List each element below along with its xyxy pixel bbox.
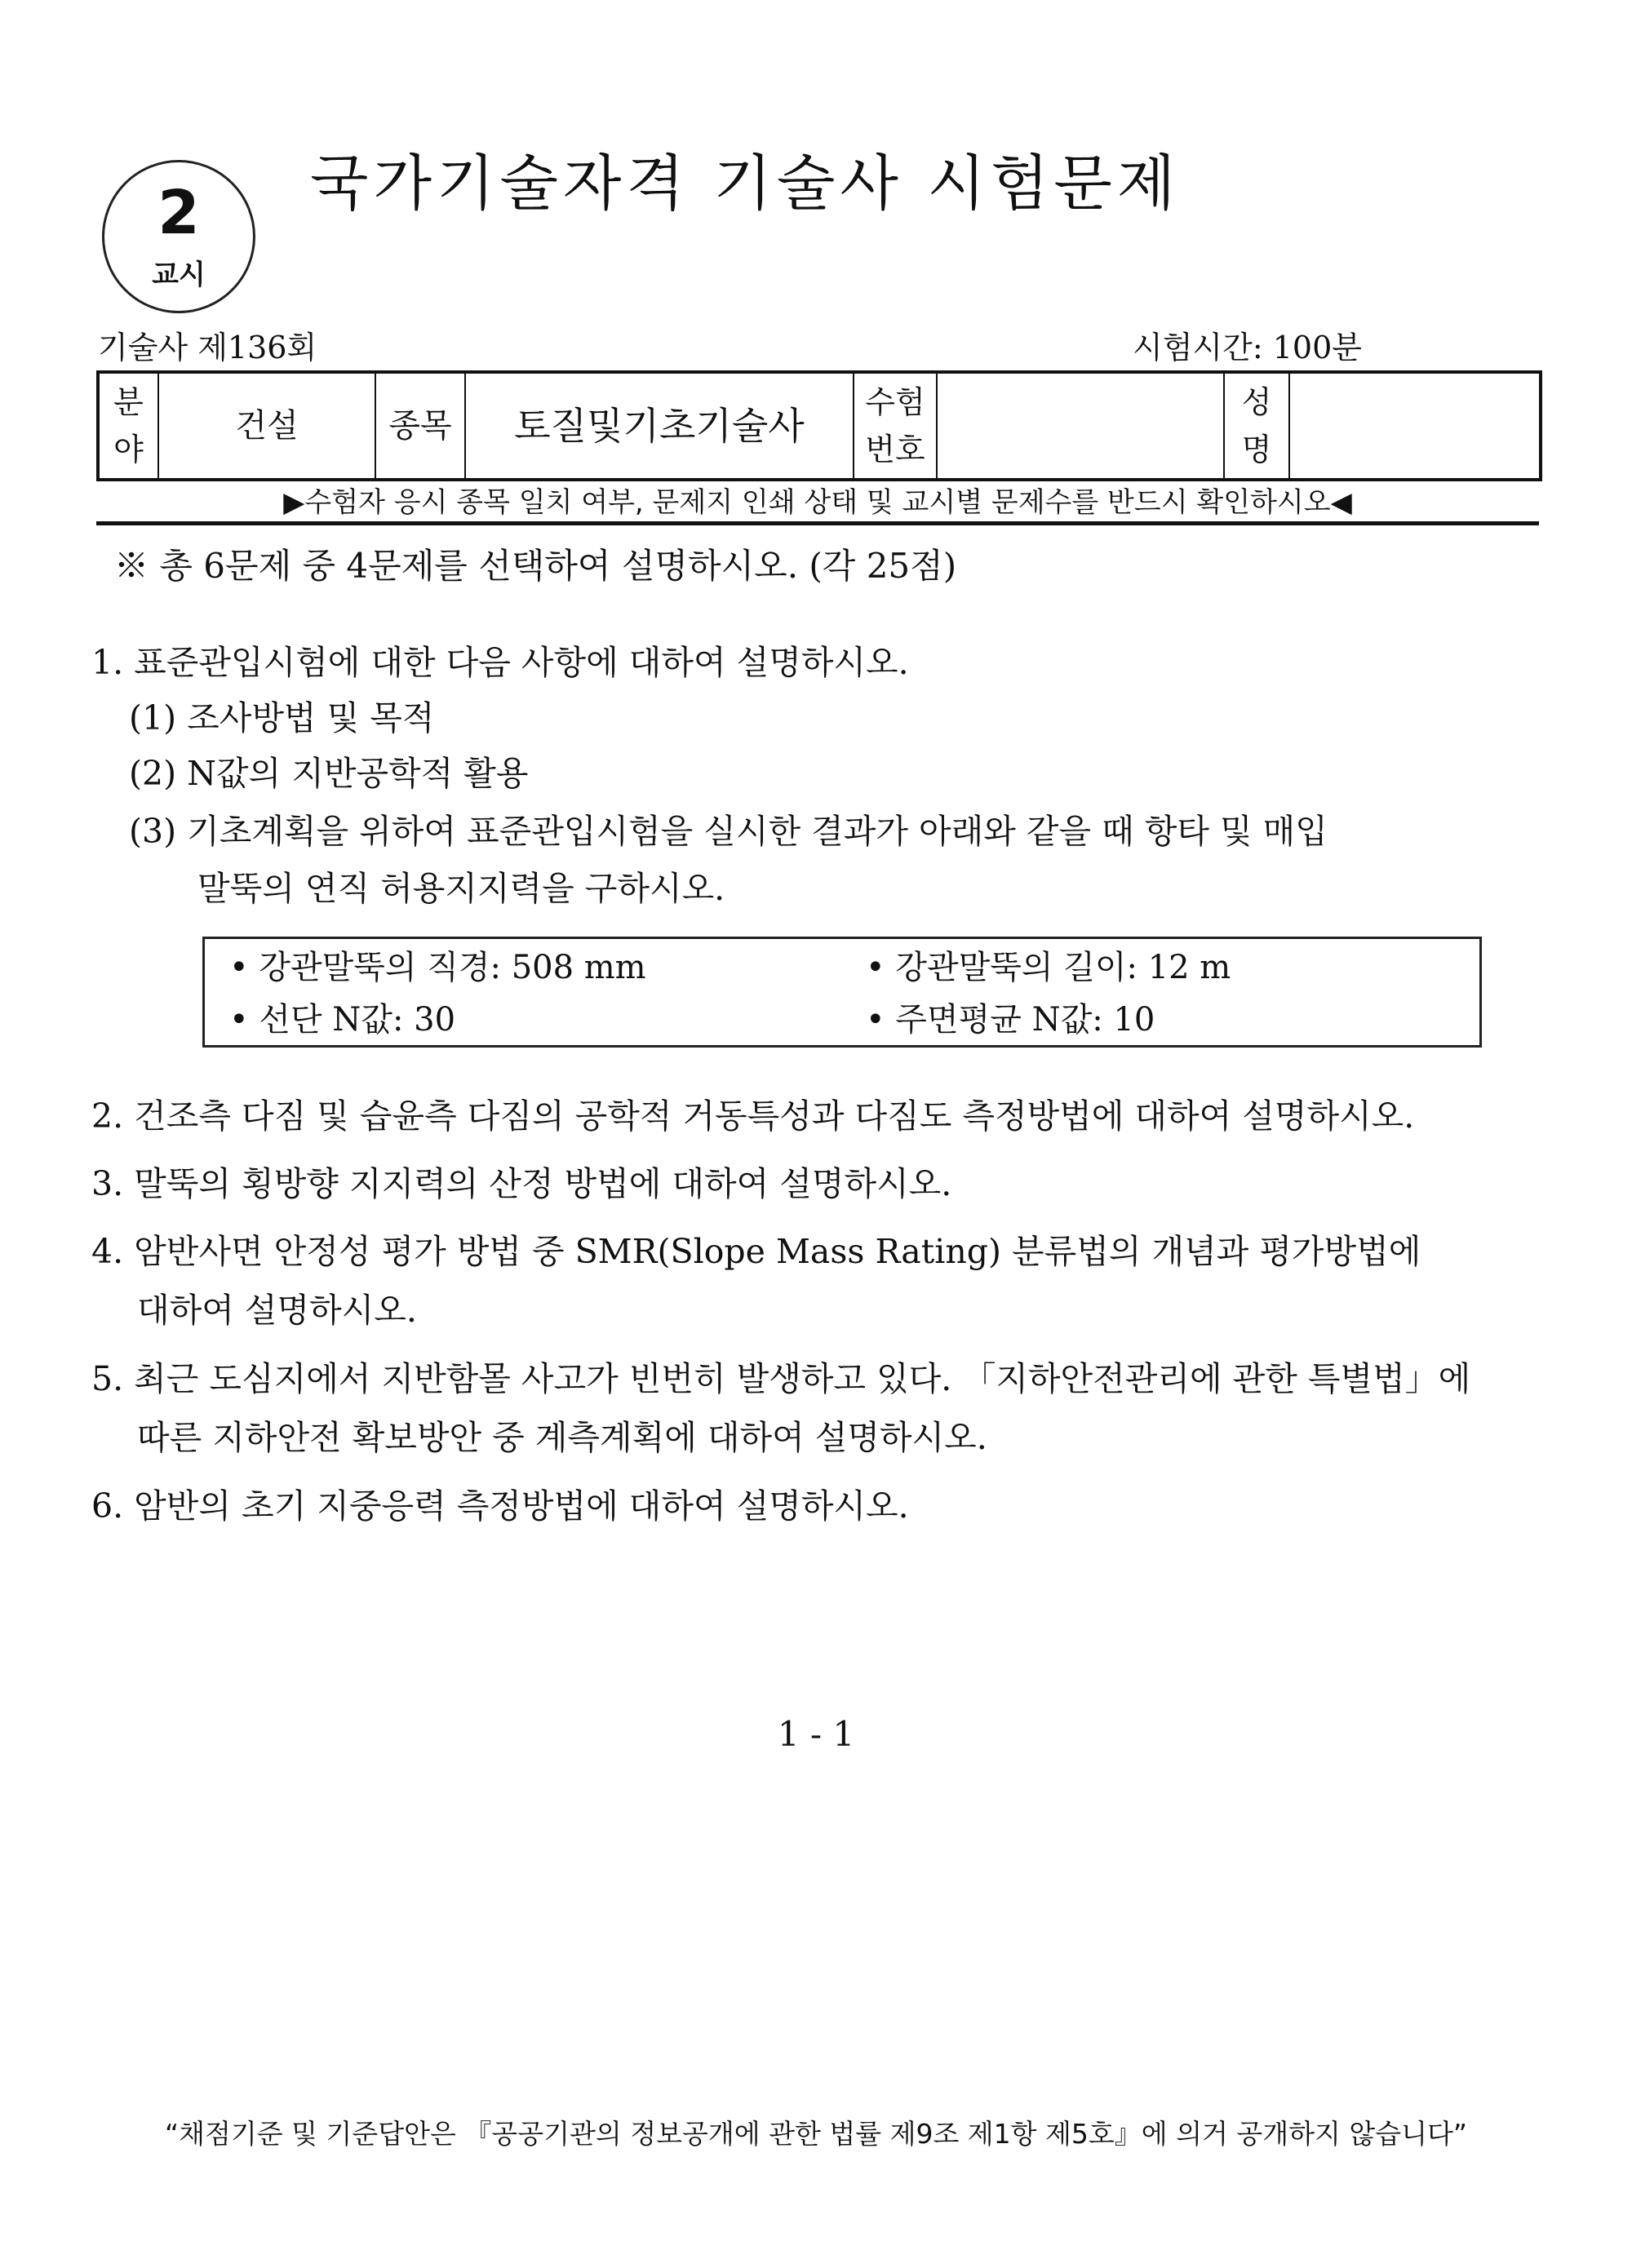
session-badge xyxy=(102,160,255,313)
footer-note: “채점기준 및 기준답안은 『공공기관의 정보공개에 관한 법률 제9조 제1항 제5호』에 의거 공개하지 않습니다” xyxy=(164,2118,1468,2150)
question-5: 5. 최근 도심지에서 지반함몰 사고가 빈번히 발생하고 있다. 「지하안전관리에 관한 특별법」에 xyxy=(91,1359,1471,1398)
given-diameter: • 강관말뚝의 직경: 508 mm xyxy=(229,949,646,986)
divider xyxy=(96,521,1539,525)
question-1: 1. 표준관입시험에 대한 다음 사항에 대하여 설명하시오. xyxy=(91,643,909,682)
candidate-number-label: 수험 번호 xyxy=(854,372,937,480)
field-label: 분 야 xyxy=(98,372,158,480)
question-1-sub-1: (1) 조사방법 및 목적 xyxy=(129,698,435,738)
field-value: 건설 xyxy=(158,372,375,480)
given-data-box xyxy=(202,937,1482,1048)
name-field[interactable] xyxy=(1289,372,1541,480)
exam-round: 기술사 제136회 xyxy=(98,330,317,365)
question-2: 2. 건조측 다짐 및 습윤측 다짐의 공학적 거동특성과 다짐도 측정방법에 대하여 설명하시오. xyxy=(91,1096,1415,1136)
notice-text: ▶수험자 응시 종목 일치 여부, 문제지 인쇄 상태 및 교시별 문제수를 반드시 확인하시오◀ xyxy=(283,486,1352,519)
instruction-text: ※ 총 6문제 중 4문제를 선택하여 설명하시오. (각 25점) xyxy=(114,546,957,586)
question-1-sub-3-cont: 말뚝의 연직 허용지지력을 구하시오. xyxy=(197,869,725,908)
item-label: 종목 xyxy=(375,372,465,480)
given-side-n: • 주면평균 N값: 10 xyxy=(866,1001,1155,1039)
question-4-cont: 대하여 설명하시오. xyxy=(137,1291,417,1330)
question-5-cont: 따른 지하안전 확보방안 중 계측계획에 대하여 설명하시오. xyxy=(137,1418,987,1457)
exam-info-table xyxy=(96,370,1542,481)
question-4: 4. 암반사면 안정성 평가 방법 중 SMR(Slope Mass Rating) 분류법의 개념과 평가방법에 xyxy=(91,1232,1421,1271)
candidate-number-field[interactable] xyxy=(937,372,1224,480)
question-6: 6. 암반의 초기 지중응력 측정방법에 대하여 설명하시오. xyxy=(91,1486,909,1526)
given-tip-n: • 선단 N값: 30 xyxy=(229,1001,456,1039)
page-number: 1 - 1 xyxy=(777,1714,855,1754)
name-label: 성 명 xyxy=(1224,372,1289,480)
question-1-sub-3: (3) 기초계획을 위하여 표준관입시험을 실시한 결과가 아래와 같을 때 항타 및 매입 xyxy=(129,812,1328,851)
session-label: 교시 xyxy=(152,259,206,291)
exam-time: 시험시간: 100분 xyxy=(1133,330,1362,365)
page-title: 국가기술자격 기술사 시험문제 xyxy=(310,148,1181,219)
question-3: 3. 말뚝의 횡방향 지지력의 산정 방법에 대하여 설명하시오. xyxy=(91,1164,952,1203)
item-value: 토질및기초기술사 xyxy=(465,372,854,480)
question-1-sub-2: (2) N값의 지반공학적 활용 xyxy=(129,754,529,793)
given-length: • 강관말뚝의 길이: 12 m xyxy=(866,949,1231,986)
session-number: 2 xyxy=(157,178,200,248)
